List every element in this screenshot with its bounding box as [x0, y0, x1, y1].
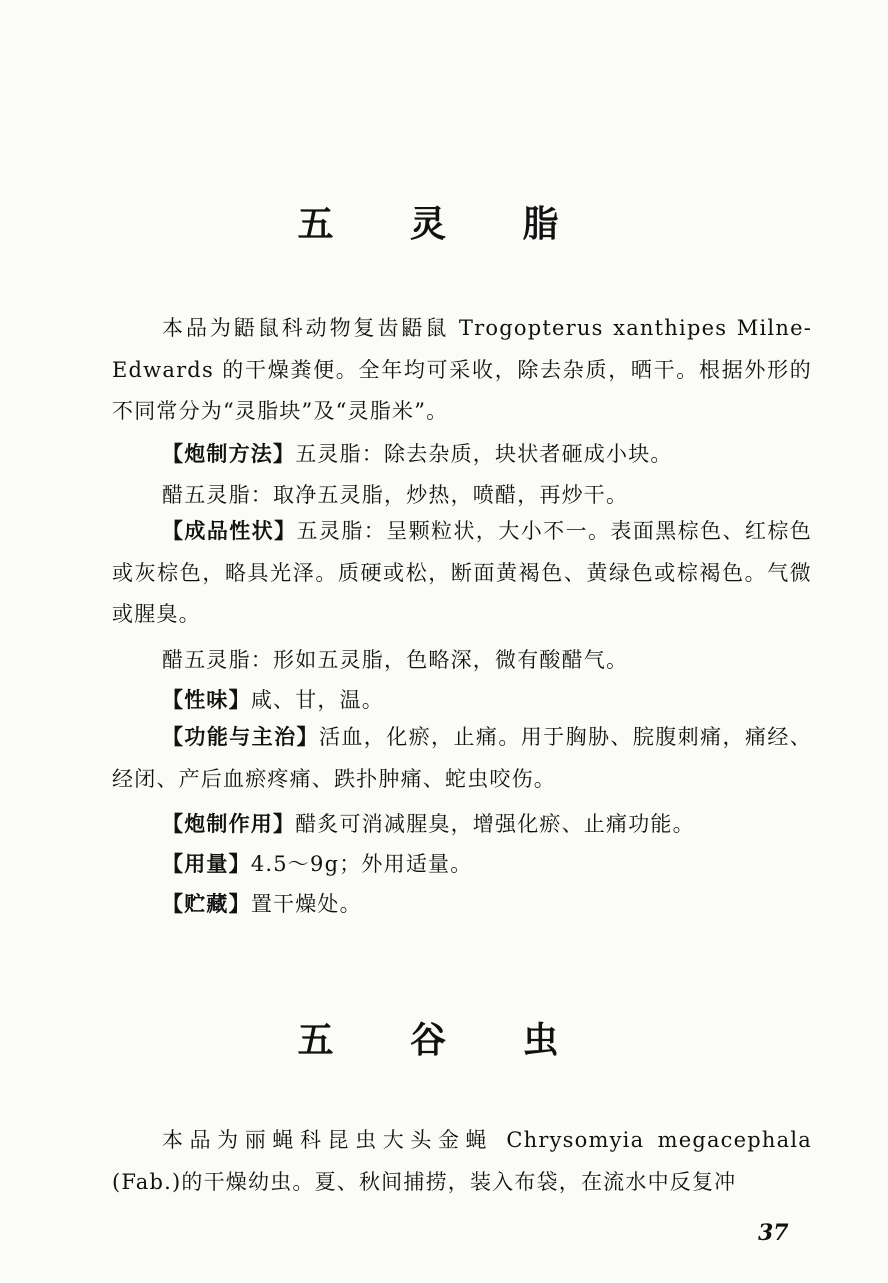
- processing-effect-line: [162, 808, 695, 838]
- dosage-text: 4.5～9g；外用适量。: [250, 852, 473, 876]
- function-text: 活血，化瘀，止痛。用于胸胁、脘腹刺痛，痛经、经闭、产后血瘀疼痛、跌扑肿痛、蛇虫咬伤。: [112, 725, 812, 791]
- function-paragraph: [112, 716, 812, 800]
- intro-paragraph-wuguchong: 本品为丽蝇科昆虫大头金蝇 Chrysomyia megacephala (Fab.)的干燥幼虫。夏、秋间捕捞，装入布袋，在流水中反复冲: [112, 1128, 812, 1194]
- intro-paragraph-wulingzhi: 本品为鼯鼠科动物复齿鼯鼠 Trogopterus xanthipes Milne-Edwards 的干燥粪便。全年均可采收，除去杂质，晒干。根据外形的不同常分为“灵脂块”及“灵脂米”。: [112, 316, 812, 423]
- storage-line: [162, 888, 362, 918]
- product-properties-label: 【成品性状】: [162, 518, 297, 543]
- page-number: 37: [758, 1220, 789, 1246]
- processing-method-label: 【炮制方法】: [162, 441, 296, 466]
- processing-effect-text: 醋炙可消减腥臭，增强化瘀、止痛功能。: [295, 812, 695, 836]
- storage-text: 置干燥处。: [250, 892, 362, 916]
- storage-label: 【贮藏】: [162, 891, 251, 916]
- section-title-wulingzhi: 五 灵 脂: [297, 203, 591, 245]
- vinegar-product-line: 醋五灵脂：形如五灵脂，色略深，微有酸醋气。: [162, 648, 629, 672]
- product-properties-text: 五灵脂：呈颗粒状，大小不一。表面黑棕色、红棕色或灰棕色，略具光泽。质硬或松，断面黄褐色、黄绿色或棕褐色。气微或腥臭。: [112, 519, 812, 626]
- taste-line: [162, 684, 384, 714]
- taste-label: 【性味】: [162, 687, 251, 712]
- section-title-wuguchong: 五 谷 虫: [297, 1019, 591, 1061]
- vinegar-processing-line: 醋五灵脂：取净五灵脂，炒热，喷醋，再炒干。: [162, 483, 629, 507]
- function-label: 【功能与主治】: [162, 724, 319, 749]
- dosage-label: 【用量】: [162, 851, 251, 876]
- processing-method-text: 五灵脂：除去杂质，块状者砸成小块。: [295, 442, 673, 466]
- processing-method-line: [162, 438, 673, 468]
- processing-effect-label: 【炮制作用】: [162, 811, 296, 836]
- dosage-line: [162, 848, 472, 878]
- product-properties-paragraph: [112, 510, 812, 636]
- taste-text: 咸、甘，温。: [250, 688, 385, 712]
